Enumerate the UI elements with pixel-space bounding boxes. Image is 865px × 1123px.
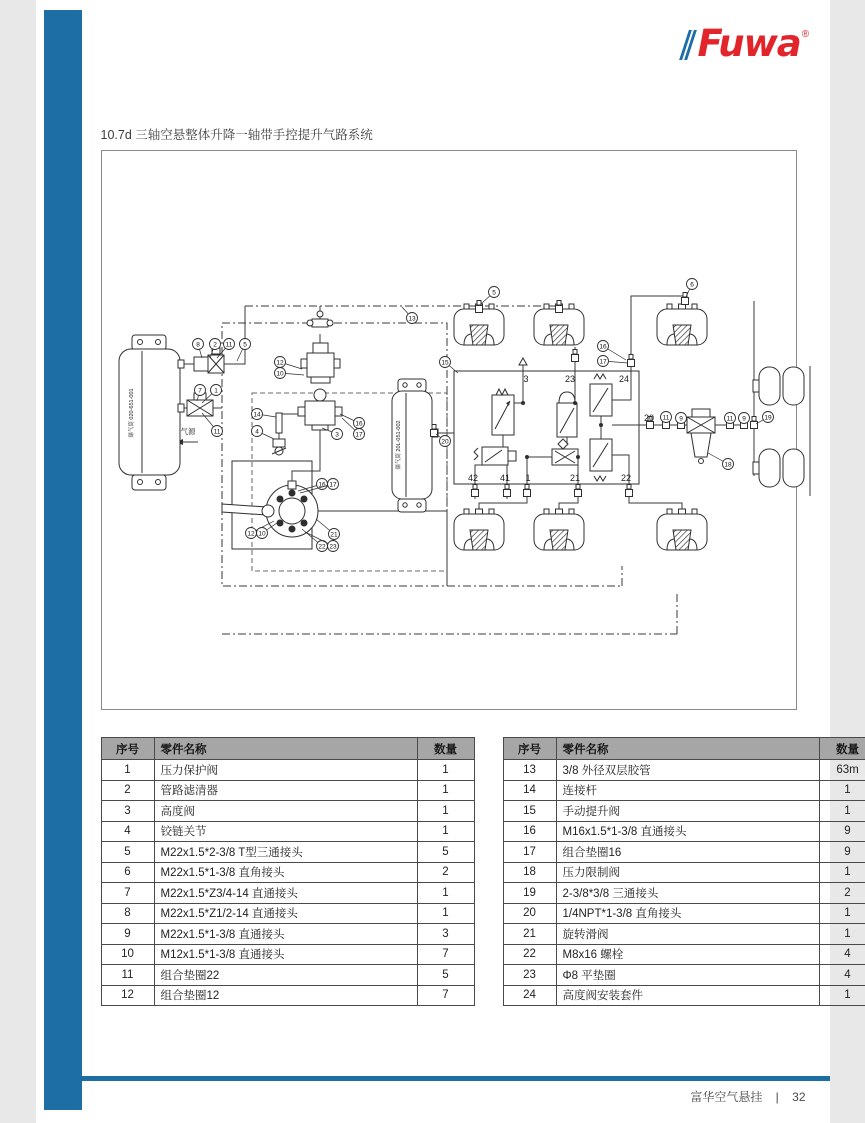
callout-number: 20 (440, 438, 449, 446)
part-qty: 1 (417, 760, 474, 781)
left-accent-bar (44, 10, 82, 1110)
hose-line-bottom (222, 566, 677, 634)
callout-number: 13 (407, 315, 416, 323)
callout-number: 16 (317, 481, 326, 489)
callout-number: 22 (317, 543, 326, 551)
column-header: 序号 (101, 738, 154, 760)
pipe-fitting (576, 485, 580, 490)
parts-table-left (101, 737, 475, 1006)
part-no: 19 (503, 883, 556, 904)
callout-number: 6 (689, 281, 694, 289)
part-qty: 3 (417, 924, 474, 945)
part-no: 18 (503, 862, 556, 883)
callout-number: 9 (741, 415, 746, 423)
part-qty: 1 (819, 903, 865, 924)
column-header: 零件名称 (154, 738, 417, 760)
table-row (503, 821, 865, 842)
table-row (503, 801, 865, 822)
table-row (101, 883, 474, 904)
column-header: 零件名称 (556, 738, 819, 760)
callout-number: 17 (598, 358, 607, 366)
callout-number: 16 (354, 420, 363, 428)
exhaust-icon (519, 358, 527, 365)
part-name: 高度阀 (154, 801, 417, 822)
port-label-41: 41 (499, 473, 510, 483)
column-header: 数量 (819, 738, 865, 760)
port-label-24: 24 (618, 374, 629, 384)
part-name: 铰链关节 (154, 821, 417, 842)
part-name: M12x1.5*1-3/8 直通接头 (154, 944, 417, 965)
pipe-fitting (557, 301, 561, 306)
callout-number: 9 (678, 415, 683, 423)
callout-number: 19 (763, 414, 772, 422)
parts-table-right (503, 737, 865, 1006)
part-no: 24 (503, 985, 556, 1006)
registered-mark: ® (801, 29, 810, 40)
callout-number: 12 (275, 359, 284, 367)
part-qty: 1 (417, 903, 474, 924)
callout-number: 11 (213, 428, 220, 436)
callout-number: 16 (598, 343, 607, 351)
table-row (101, 903, 474, 924)
part-no: 17 (503, 842, 556, 863)
part-no: 12 (101, 985, 154, 1006)
callout-number: 17 (354, 431, 363, 439)
part-no: 1 (101, 760, 154, 781)
pipe-fitting (473, 485, 477, 490)
part-qty: 4 (819, 965, 865, 986)
section-title: 10.7d 三轴空悬整体升降一轴带手控提升气路系统 (100, 128, 373, 142)
page-number: 32 (792, 1090, 806, 1104)
rotary-slide-valve (222, 461, 318, 549)
valve-handle (222, 504, 267, 515)
table-row (503, 780, 865, 801)
table-row (503, 965, 865, 986)
logo-slashes-icon (684, 30, 694, 60)
part-no: 14 (503, 780, 556, 801)
column-header: 数量 (417, 738, 474, 760)
table-row (503, 883, 865, 904)
table-row (101, 862, 474, 883)
part-name: 组合垫圈16 (556, 842, 819, 863)
port-label-22: 22 (620, 473, 631, 483)
table-row (101, 760, 474, 781)
footer-rule (76, 1076, 830, 1081)
part-qty: 63m (819, 760, 865, 781)
callout-number: 5 (491, 289, 496, 297)
pipe-fitting (503, 490, 510, 497)
callout-number: 11 (726, 415, 733, 423)
callout-number: 7 (197, 387, 202, 395)
part-qty: 1 (417, 801, 474, 822)
part-name: Φ8 平垫圈 (556, 965, 819, 986)
part-no: 13 (503, 760, 556, 781)
pipe-fitting (629, 355, 633, 360)
bellows-air-bag (753, 449, 804, 487)
pipe-fitting (627, 360, 634, 367)
part-no: 9 (101, 924, 154, 945)
callout-number: 8 (195, 341, 200, 349)
pipe-fitting (555, 306, 562, 313)
pipe-fitting (505, 485, 509, 490)
header-row (503, 738, 865, 760)
table-row (503, 903, 865, 924)
part-qty: 1 (819, 780, 865, 801)
part-no: 22 (503, 944, 556, 965)
part-name: 手动提升阀 (556, 801, 819, 822)
line-filter-assembly (194, 348, 224, 373)
part-name: 1/4NPT*1-3/8 直角接头 (556, 903, 819, 924)
part-no: 11 (101, 965, 154, 986)
callout-number: 17 (328, 481, 337, 489)
height-valve-assembly (298, 311, 342, 430)
air-bag (657, 304, 707, 345)
part-qty: 4 (819, 944, 865, 965)
pipe-fitting (625, 490, 632, 497)
callout-number: 14 (252, 411, 261, 419)
part-name: 组合垫圈22 (154, 965, 417, 986)
tank-left-label: 储气筒 020-651-001 (128, 388, 135, 438)
port-label-42: 42 (467, 473, 478, 483)
callout-number: 10 (257, 530, 266, 538)
pipe-fitting (627, 485, 631, 490)
part-name: M22x1.5*Z1/2-14 直通接头 (154, 903, 417, 924)
callout-number: 12 (246, 530, 255, 538)
part-qty: 1 (819, 985, 865, 1006)
manual-page (36, 0, 859, 1123)
part-qty: 2 (819, 883, 865, 904)
callout-number: 5 (242, 341, 247, 349)
part-qty: 1 (417, 821, 474, 842)
pipe-fitting (525, 485, 529, 490)
part-name: 旋转滑阀 (556, 924, 819, 945)
part-qty: 1 (417, 780, 474, 801)
pipe-fitting (475, 306, 482, 313)
part-qty: 9 (819, 821, 865, 842)
pipe-fitting (430, 430, 437, 437)
table-row (503, 842, 865, 863)
part-qty: 1 (819, 801, 865, 822)
part-qty: 5 (417, 842, 474, 863)
air-bag (454, 509, 504, 550)
pressure-limit-filter-unit (687, 409, 715, 464)
part-qty: 1 (417, 883, 474, 904)
table-row (101, 965, 474, 986)
part-name: 压力限制阀 (556, 862, 819, 883)
part-qty: 9 (819, 842, 865, 863)
tank-middle-label: 储气筒 20L-051-002 (395, 420, 402, 470)
footer-brand: 富华空气悬挂 (690, 1090, 763, 1104)
callout-number: 11 (662, 414, 669, 422)
part-name: 组合垫圈12 (154, 985, 417, 1006)
air-bag (657, 509, 707, 550)
table-row (503, 985, 865, 1006)
part-name: M22x1.5*Z3/4-14 直通接头 (154, 883, 417, 904)
pipe-fitting (681, 298, 688, 305)
pipe-fitting (573, 350, 577, 355)
callout-number: 2 (212, 341, 217, 349)
table-row (101, 985, 474, 1006)
logo-text: Fuwa (697, 22, 801, 65)
part-no: 20 (503, 903, 556, 924)
part-name: 压力保护阀 (154, 760, 417, 781)
part-name: M16x1.5*1-3/8 直通接头 (556, 821, 819, 842)
part-name: M22x1.5*1-3/8 直角接头 (154, 862, 417, 883)
port-labels-layer (467, 374, 653, 483)
column-header: 序号 (503, 738, 556, 760)
pipe-fitting (432, 425, 436, 430)
bellows-air-bag (753, 367, 804, 405)
pipe-fitting (752, 417, 756, 422)
table-row (101, 821, 474, 842)
part-no: 3 (101, 801, 154, 822)
table-row (503, 760, 865, 781)
part-no: 2 (101, 780, 154, 801)
pipe-fitting (477, 301, 481, 306)
part-name: 连接杆 (556, 780, 819, 801)
part-name: M22x1.5*1-3/8 直通接头 (154, 924, 417, 945)
part-name: 2-3/8*3/8 三通接头 (556, 883, 819, 904)
part-no: 4 (101, 821, 154, 842)
table-row (503, 944, 865, 965)
part-no: 7 (101, 883, 154, 904)
manual-lift-valve-block (454, 371, 639, 484)
part-no: 16 (503, 821, 556, 842)
callout-number: 1 (213, 387, 218, 395)
callout-number: 15 (440, 359, 449, 367)
callout-number: 10 (275, 370, 284, 378)
callout-number: 23 (328, 543, 337, 551)
pipe-fitting (471, 490, 478, 497)
part-no: 21 (503, 924, 556, 945)
table-row (101, 801, 474, 822)
part-qty: 5 (417, 965, 474, 986)
port-label-3: 3 (522, 374, 529, 384)
port-label-23: 23 (564, 374, 575, 384)
table-row (101, 842, 474, 863)
part-name: M22x1.5*2-3/8 T型三通接头 (154, 842, 417, 863)
air-bag (534, 509, 584, 550)
fuwa-logo (684, 22, 810, 65)
port-label-1: 1 (524, 473, 531, 483)
pipe-fitting (750, 422, 757, 429)
table-row (503, 924, 865, 945)
port-label-20: 20 (643, 413, 654, 423)
part-qty: 7 (417, 944, 474, 965)
pipe-fitting (574, 490, 581, 497)
part-name: 3/8 外径双层胶管 (556, 760, 819, 781)
part-qty: 7 (417, 985, 474, 1006)
table-row (101, 780, 474, 801)
part-no: 15 (503, 801, 556, 822)
callout-number: 4 (254, 428, 259, 436)
callout-number: 3 (334, 431, 339, 439)
part-name: M8x16 螺栓 (556, 944, 819, 965)
parts-tables (101, 737, 865, 1006)
part-qty: 1 (819, 924, 865, 945)
pipe-fitting (523, 490, 530, 497)
part-no: 5 (101, 842, 154, 863)
header-row (101, 738, 474, 760)
air-source-label: 气源 (180, 427, 195, 436)
table-row (101, 944, 474, 965)
part-qty: 2 (417, 862, 474, 883)
callout-number: 21 (329, 531, 338, 539)
part-qty: 1 (819, 862, 865, 883)
footer (690, 1088, 805, 1105)
part-name: 管路滤清器 (154, 780, 417, 801)
pipe-fitting (571, 355, 578, 362)
callout-number: 18 (723, 461, 732, 469)
part-no: 23 (503, 965, 556, 986)
part-no: 8 (101, 903, 154, 924)
part-no: 6 (101, 862, 154, 883)
table-row (101, 924, 474, 945)
pneumatic-diagram (101, 150, 797, 710)
table-row (503, 862, 865, 883)
part-name: 高度阀安装套件 (556, 985, 819, 1006)
part-no: 10 (101, 944, 154, 965)
port-label-21: 21 (569, 473, 580, 483)
footer-separator: | (775, 1090, 779, 1104)
callout-number: 11 (225, 341, 232, 349)
